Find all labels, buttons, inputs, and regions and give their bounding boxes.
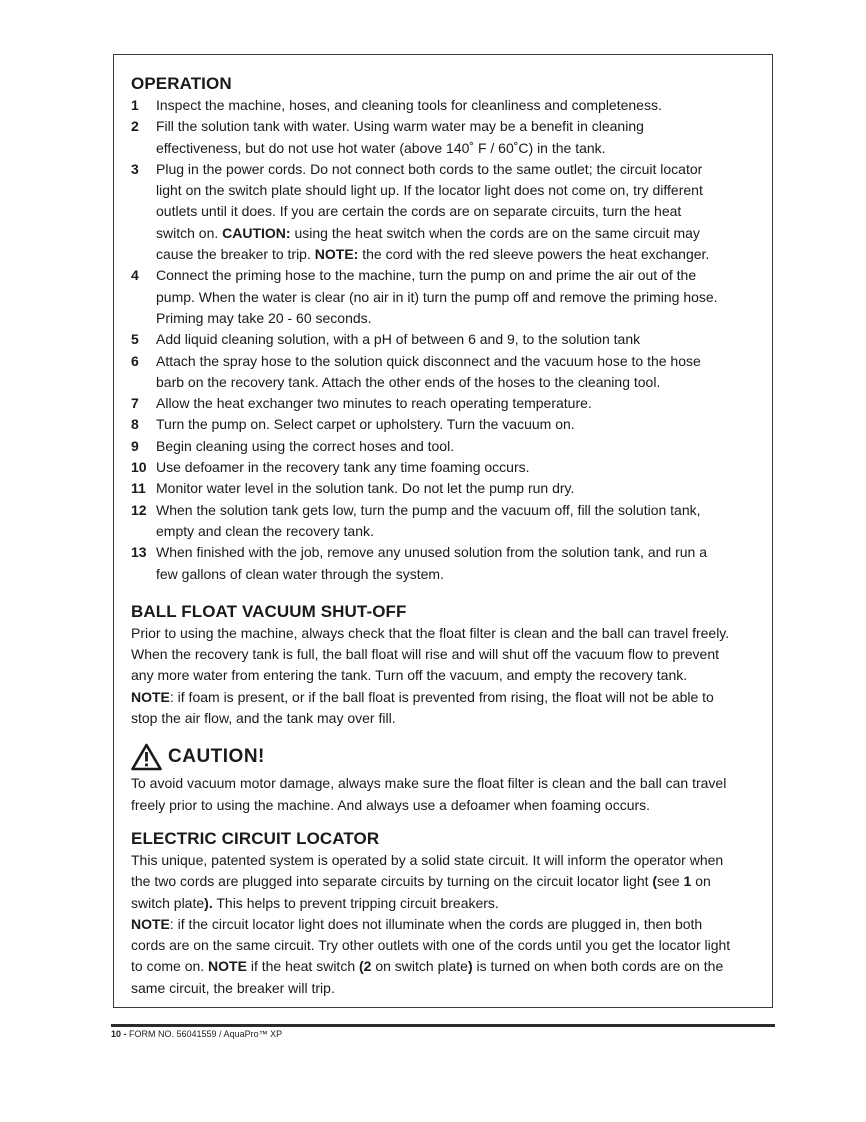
step-text: pump. When the water is clear (no air in it) turn the pump off and remove the priming hose. [156,288,718,305]
note-label: NOTE [208,958,247,975]
text-part: on [691,873,711,890]
paragraph-line: any more water from entering the tank. Turn off the vacuum, and empty the recovery tank. [131,667,688,684]
page-footer [111,1029,282,1040]
step-number: 4 [131,267,139,284]
step-number: 9 [131,437,139,454]
step-text: outlets until it does. If you are certain the cords are on separate circuits, turn the heat [156,203,682,220]
step-text: Use defoamer in the recovery tank any time foaming occurs. [156,459,530,476]
list-item [131,95,772,116]
paragraph-line [131,893,772,914]
step-text: Allow the heat exchanger two minutes to reach operating temperature. [156,395,592,412]
step-text: Attach the spray hose to the solution quick disconnect and the vacuum hose to the hose [156,352,701,369]
footer-rule [111,1024,775,1027]
ball-float-heading: BALL FLOAT VACUUM SHUT-OFF [131,601,407,621]
note-label: NOTE: [314,246,359,263]
list-item [131,159,772,265]
step-text: Inspect the machine, hoses, and cleaning tools for cleanliness and completeness. [156,97,662,113]
step-text: Plug in the power cords. Do not connect both cords to the same outlet; the circuit locator [156,160,703,177]
list-item [131,542,772,585]
list-item [131,351,772,394]
paragraph-line: This unique, patented system is operated by a solid state circuit. It will inform the operator when [131,851,724,868]
step-text: Begin cleaning using the correct hoses and tool. [156,437,455,454]
step-number: 7 [131,395,139,412]
caution-heading: CAUTION! [168,746,265,768]
step-number: 6 [131,352,139,369]
step-text [156,244,736,265]
paragraph-line: same circuit, the breaker will trip. [131,979,335,996]
note-text: : if the circuit locator light does not illuminate when the cords are plugged in, then both [169,915,703,932]
paragraph-line: To avoid vacuum motor damage, always make sure the float filter is clean and the ball can travel [131,775,727,792]
step-number: 2 [131,118,139,135]
list-item [131,478,772,499]
step-text: effectiveness, but do not use hot water (above 140˚ F / 60˚C) in the tank. [156,139,606,156]
text-part: ( [652,873,658,890]
step-text-part: using the heat switch when the cords are on the same circuit may [290,224,700,241]
step-text: Fill the solution tank with water. Using warm water may be a benefit in cleaning [156,118,644,135]
note-label: NOTE [131,688,170,705]
paragraph-line: Prior to using the machine, always check that the float filter is clean and the ball can travel freely. [131,624,730,641]
step-number: 3 [131,160,139,177]
form-number: FORM NO. 56041559 / AquaPro™ XP [129,1029,283,1039]
list-item [131,116,772,159]
paragraph-line [131,956,772,977]
text-part: 1 [683,873,692,890]
text-part: This helps to prevent tripping circuit breakers. [212,894,499,911]
step-text: When finished with the job, remove any unused solution from the solution tank, and run a [156,544,707,561]
text-part: switch plate [131,894,205,911]
text-part: see [657,873,684,890]
paragraph-line: When the recovery tank is full, the ball float will rise and will shut off the vacuum flow to prevent [131,646,720,663]
list-item [131,414,772,435]
paragraph-line [131,687,772,708]
text-part: (2 [359,958,372,975]
step-text [156,223,736,244]
caution-label: CAUTION: [222,224,291,241]
paragraph-line [131,914,772,935]
list-item [131,436,772,457]
operation-heading: OPERATION [131,74,232,93]
step-text: empty and clean the recovery tank. [156,522,374,539]
step-text: barb on the recovery tank. Attach the other ends of the hoses to the cleaning tool. [156,373,661,390]
warning-triangle-icon [131,743,162,771]
step-text: Add liquid cleaning solution, with a pH of between 6 and 9, to the solution tank [156,331,641,348]
step-text: When the solution tank gets low, turn the pump and the vacuum off, fill the solution tank, [156,501,701,518]
step-number: 5 [131,331,139,348]
step-number: 10 [131,459,147,476]
note-text: : if foam is present, or if the ball float is prevented from rising, the float will not be able to [169,688,714,705]
paragraph-line: stop the air flow, and the tank may over fill. [131,710,396,727]
ball-float-text [131,623,772,729]
paragraph-line: cords are on the same circuit. Try other outlets with one of the cords until you get the locator light [131,937,731,954]
caution-text [131,773,772,816]
caution-header [131,741,772,773]
list-item [131,393,772,414]
text-part: ) [467,958,473,975]
step-number: 1 [131,97,139,113]
text-part: is turned on when both cords are on the [472,958,724,975]
step-text: Priming may take 20 - 60 seconds. [156,309,372,326]
step-number: 11 [131,480,146,497]
step-text-part: cause the breaker to trip. [156,246,315,263]
step-text-part: the cord with the red sleeve powers the heat exchanger. [358,246,710,263]
paragraph-line [131,871,772,892]
step-text: light on the switch plate should light up. If the locator light does not come on, try different [156,182,703,199]
page-number: 10 - [111,1029,130,1039]
text-part: to come on. [131,958,209,975]
list-item [131,457,772,478]
operation-steps [131,95,772,585]
step-number: 13 [131,544,147,561]
text-part: if the heat switch [246,958,359,975]
circuit-locator-heading: ELECTRIC CIRCUIT LOCATOR [131,828,380,848]
step-text: Turn the pump on. Select carpet or upholstery. Turn the vacuum on. [156,416,575,433]
list-item [131,329,772,350]
note-label: NOTE [131,915,170,932]
content-frame [113,54,773,1008]
step-number: 12 [131,501,147,518]
text-part: the two cords are plugged into separate circuits by turning on the circuit locator light [131,873,653,890]
step-number: 8 [131,416,139,433]
paragraph-line: freely prior to using the machine. And always use a defoamer when foaming occurs. [131,796,651,813]
step-text-part: switch on. [156,224,223,241]
text-part: ). [204,894,213,911]
step-text: few gallons of clean water through the system. [156,565,444,582]
step-text: Connect the priming hose to the machine, turn the pump on and prime the air out of the [156,267,697,284]
step-text: Monitor water level in the solution tank. Do not let the pump run dry. [156,480,575,497]
text-part: on switch plate [371,958,468,975]
list-item [131,500,772,543]
list-item [131,265,772,329]
circuit-locator-text [131,850,772,999]
